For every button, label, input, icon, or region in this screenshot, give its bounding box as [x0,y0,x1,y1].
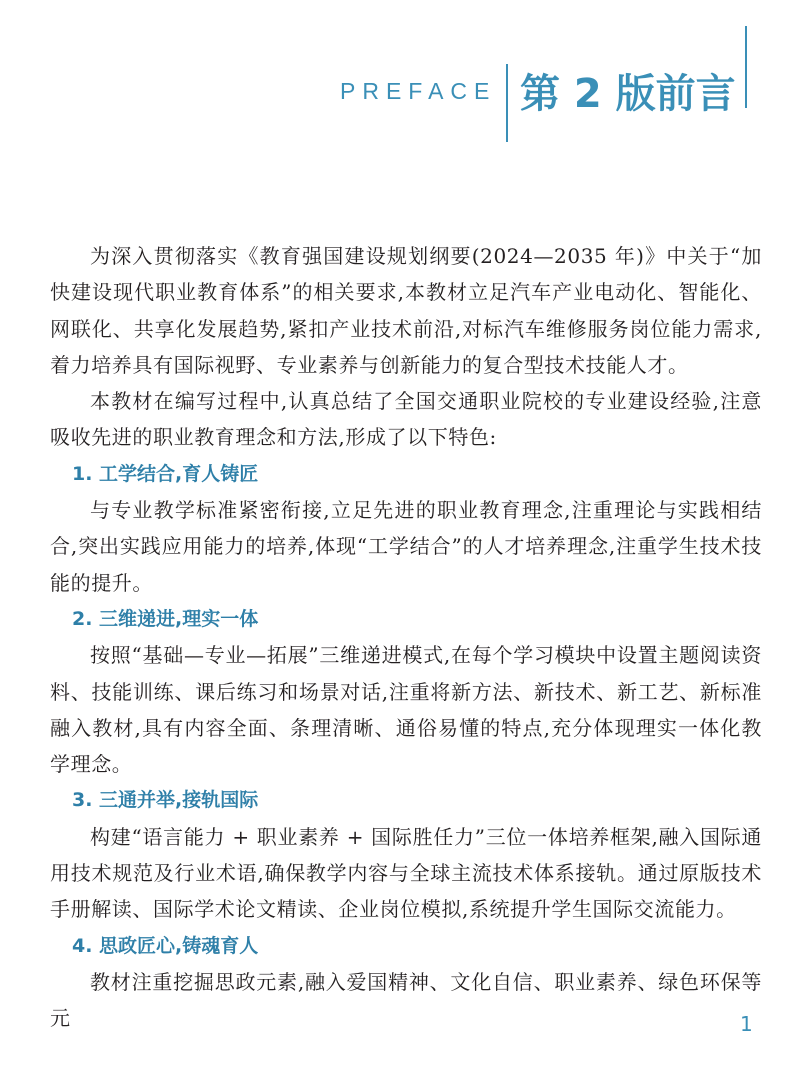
preface-label: PREFACE [340,78,497,104]
section-heading-4: 4. 思政匠心,铸魂育人 [72,934,259,957]
intro-paragraph: 为深入贯彻落实《教育强国建设规划纲要(2024—2035 年)》中关于“加快建设现代职业教育体系”的相关要求,本教材立足汽车产业电动化、智能化、网联化、共享化发展趋势,紧扣产业技术前沿,对标汽车维修服务岗位能力需求,着力培养具有国际视野、专业素养与创新能力的复合型技术技能人才。 [50,244,762,377]
section-text-2: 按照“基础—专业—拓展”三维递进模式,在每个学习模块中设置主题阅读资料、技能训练、课后练习和场景对话,注重将新方法、新技术、新工艺、新标准融入教材,具有内容全面、条理清晰、通俗易懂的特点,充分体现理实一体化教学理念。 [50,643,762,777]
section-heading-2: 2. 三维递进,理实一体 [72,607,259,630]
page-number: 1 [740,1012,753,1036]
section-heading-3: 3. 三通并举,接轨国际 [72,789,259,812]
decorative-rule-top [745,26,747,108]
page-header [0,0,790,150]
body-content [50,238,762,1037]
decorative-rule-divider [506,64,508,142]
section-text-3: 构建“语言能力 + 职业素养 + 国际胜任力”三位一体培养框架,融入国际通用技术规范及行业术语,确保教学内容与全球主流技术体系接轨。通过原版技术手册解读、国际学术论文精读、企业岗位模拟,系统提升学生国际交流能力。 [50,824,762,922]
features-intro-paragraph: 本教材在编写过程中,认真总结了全国交通职业院校的专业建设经验,注意吸收先进的职业教育理念和方法,形成了以下特色: [50,389,762,450]
page-title: 第 2 版前言 [520,71,736,117]
section-text-1: 与专业教学标准紧密衔接,立足先进的职业教育理念,注重理论与实践相结合,突出实践应用能力的培养,体现“工学结合”的人才培养理念,注重学生技术技能的提升。 [50,498,762,595]
section-text-4: 教材注重挖掘思政元素,融入爱国精神、文化自信、职业素养、绿色环保等元 [50,969,762,1031]
section-heading-1: 1. 工学结合,育人铸匠 [72,462,259,485]
